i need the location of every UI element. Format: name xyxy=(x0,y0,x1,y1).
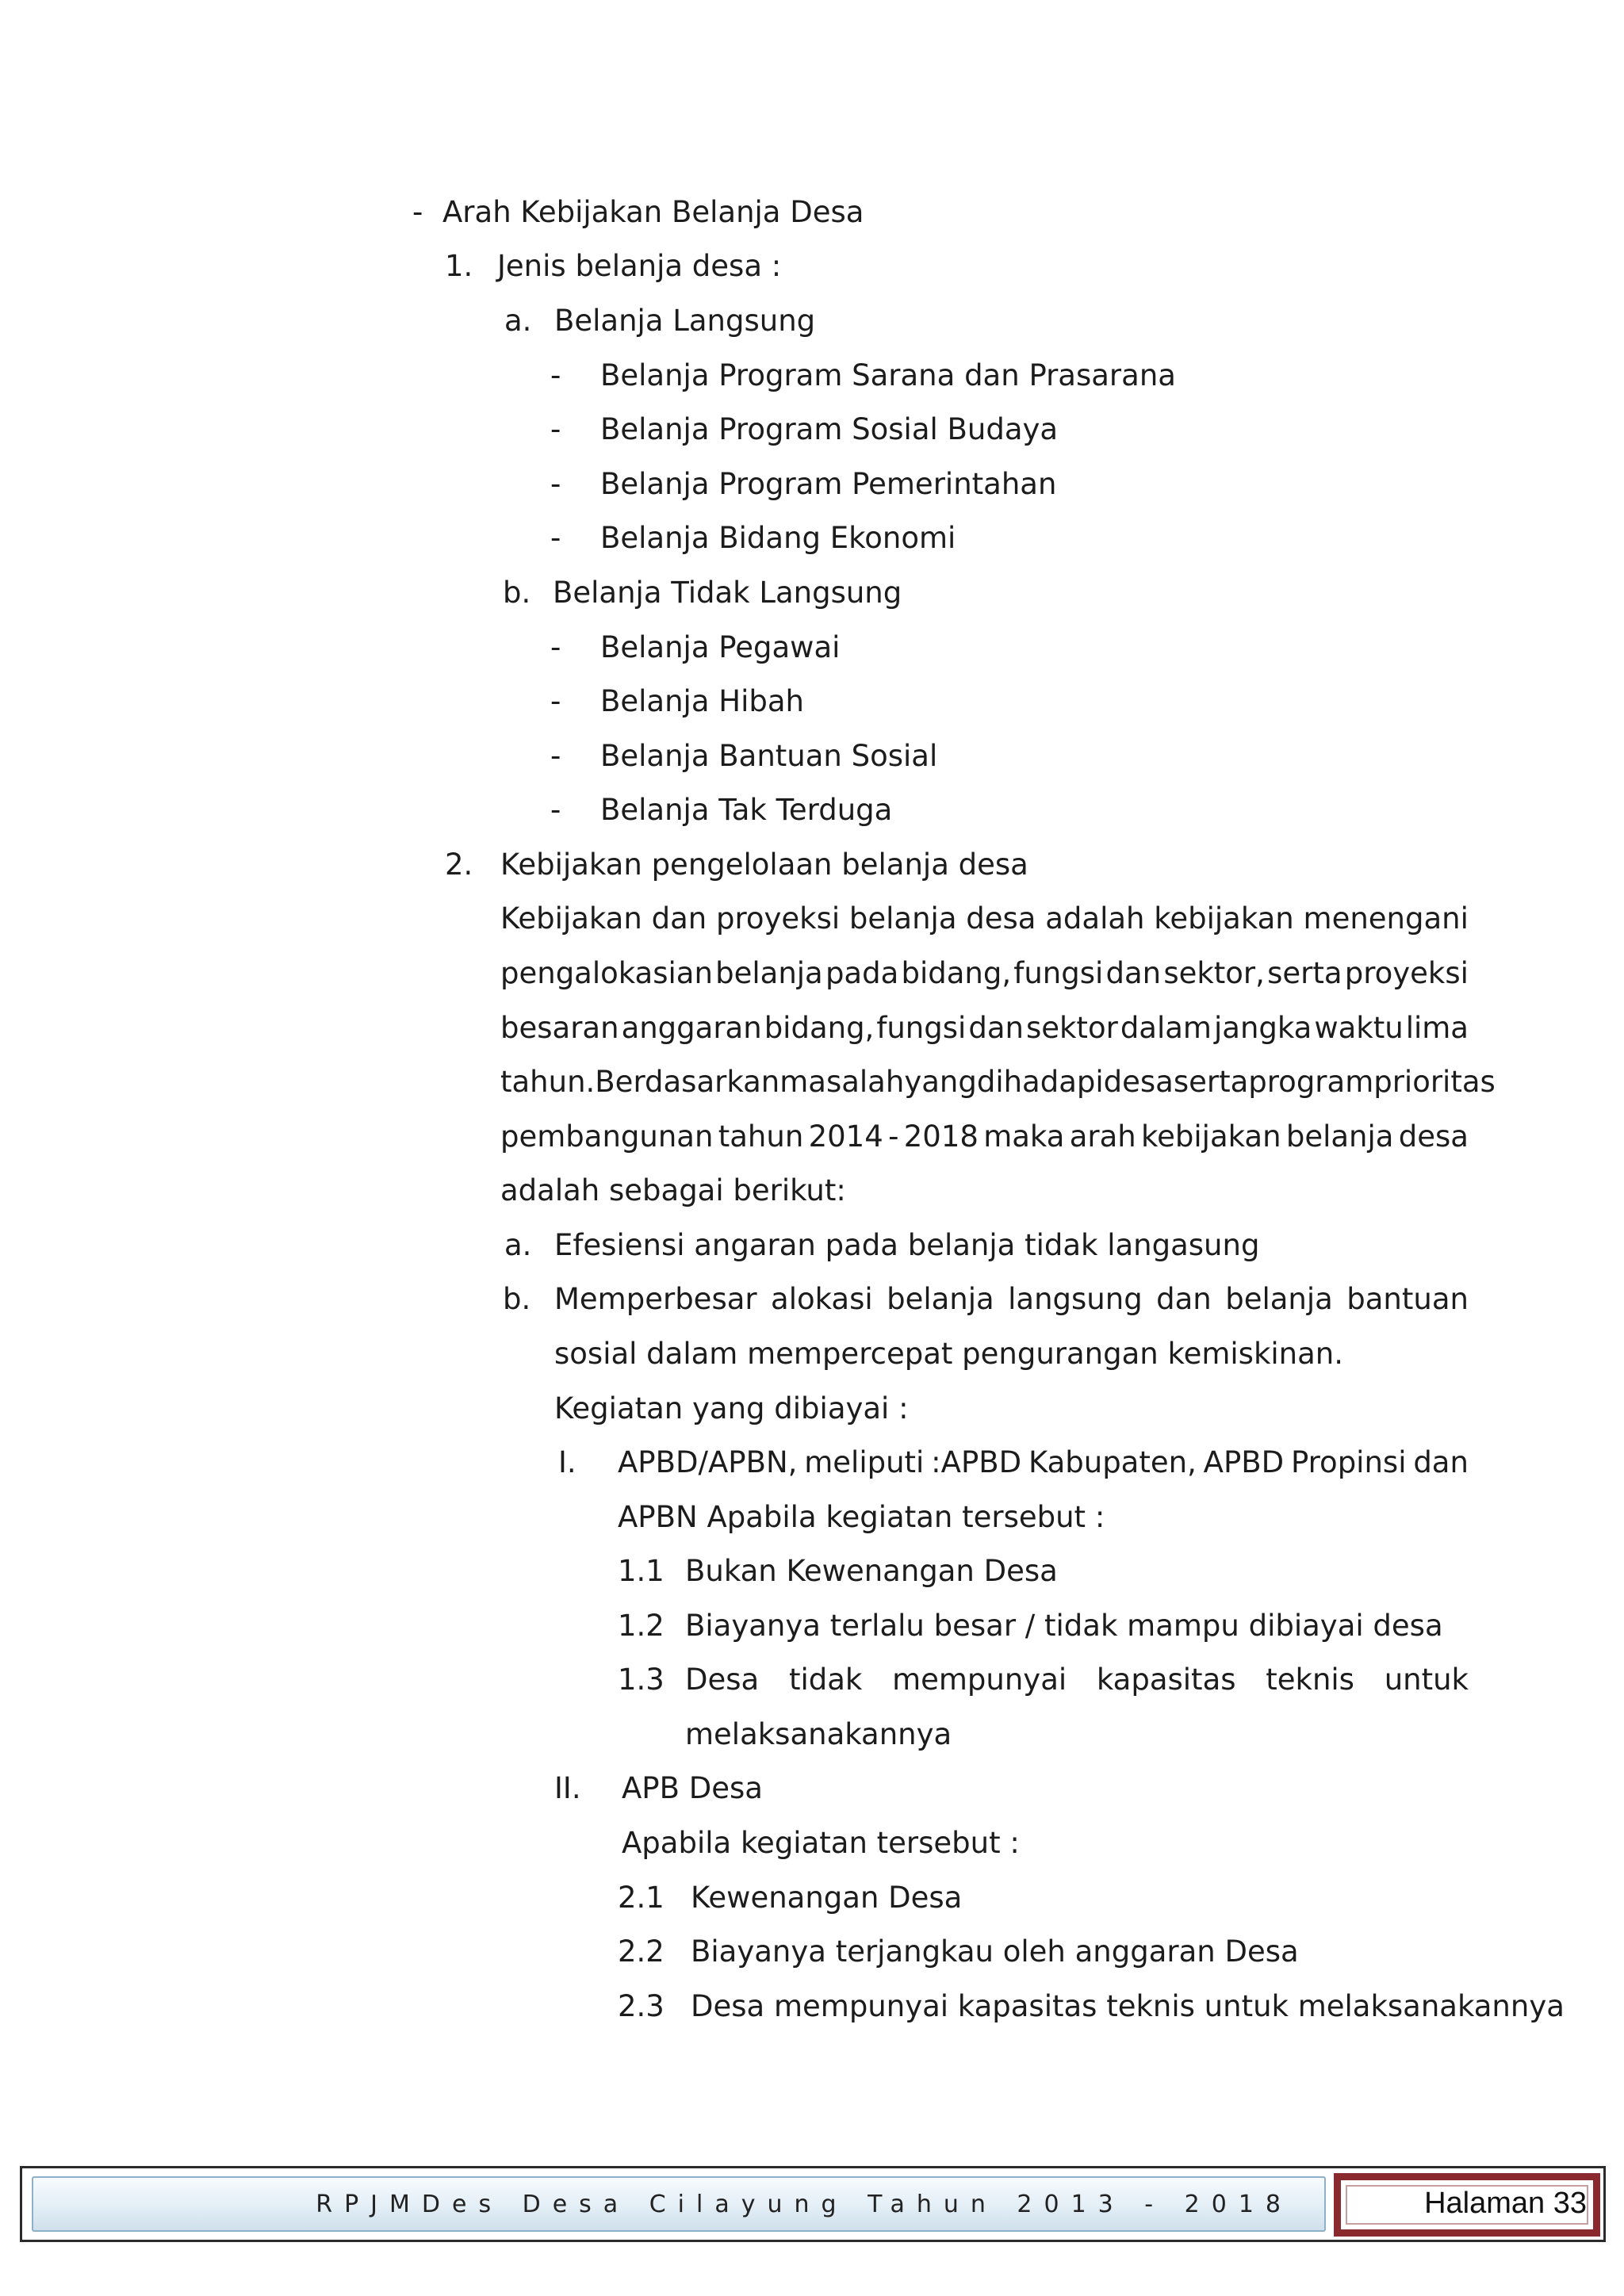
list-dash: - xyxy=(550,793,561,827)
word: Propinsi xyxy=(1291,1445,1407,1479)
list-item: Belanja Program Pemerintahan xyxy=(600,467,1057,501)
word: tahun. xyxy=(500,1065,596,1099)
word: dan xyxy=(1105,956,1162,990)
word: pengalokasian xyxy=(500,956,713,990)
list-dash: - xyxy=(550,412,561,446)
page-number-box xyxy=(1334,2173,1600,2237)
paragraph-line xyxy=(500,1064,1496,1100)
word: tahun xyxy=(718,1119,804,1154)
word: untuk xyxy=(1384,1663,1469,1697)
word: dan xyxy=(1413,1445,1469,1479)
item-number: 1.1 xyxy=(618,1554,665,1588)
section2-a-marker: a. xyxy=(504,1228,532,1262)
heading-marker: - xyxy=(412,195,423,229)
roman2-sub: Apabila kegiatan tersebut : xyxy=(622,1826,1020,1860)
word: belanja xyxy=(887,1282,994,1316)
page-footer xyxy=(20,2166,1606,2242)
word: adalah xyxy=(1045,901,1145,936)
paragraph-line xyxy=(500,1010,1469,1047)
section1-a-marker: a. xyxy=(504,304,532,338)
word: belanja xyxy=(1285,1119,1394,1154)
word: belanja xyxy=(715,956,823,990)
word: langsung xyxy=(1008,1282,1143,1316)
word: dan xyxy=(1156,1282,1212,1316)
word: maka xyxy=(983,1119,1065,1154)
list-item: Belanja Bidang Ekonomi xyxy=(600,521,956,555)
section2-title: Kebijakan pengelolaan belanja desa xyxy=(500,848,1028,882)
item-text: Biayanya terlalu besar / tidak mampu dibiayai desa xyxy=(685,1609,1443,1643)
heading-text: Arah Kebijakan Belanja Desa xyxy=(442,195,864,229)
item-number: 2.1 xyxy=(618,1881,665,1915)
word: :APBD xyxy=(931,1445,1022,1479)
word: kapasitas xyxy=(1096,1663,1236,1697)
list-dash: - xyxy=(550,467,561,501)
word: tidak xyxy=(788,1663,863,1697)
word: program xyxy=(1248,1065,1374,1099)
word: kebijakan xyxy=(1154,901,1294,936)
section2-a-text: Efesiensi angaran pada belanja tidak langasung xyxy=(554,1228,1260,1262)
list-dash: - xyxy=(550,521,561,555)
word: sektor, xyxy=(1163,956,1265,990)
word: Kebijakan xyxy=(500,901,642,936)
paragraph-line xyxy=(500,1119,1469,1155)
item-text-cont: melaksanakannya xyxy=(685,1717,952,1751)
item-number: 1.2 xyxy=(618,1609,665,1643)
paragraph-line: adalah sebagai berikut: xyxy=(500,1173,846,1207)
list-item: Belanja Program Sosial Budaya xyxy=(600,412,1059,446)
word: bantuan xyxy=(1346,1282,1469,1316)
word: fungsi xyxy=(876,1011,967,1045)
word: proyeksi xyxy=(1344,956,1469,990)
section1-b-title: Belanja Tidak Langsung xyxy=(553,576,902,610)
word: Memperbesar xyxy=(554,1282,757,1316)
word: besaran xyxy=(500,1011,619,1045)
word: menengani xyxy=(1303,901,1469,936)
word: dihadapi xyxy=(976,1065,1104,1099)
section2-b-subtitle: Kegiatan yang dibiayai : xyxy=(554,1391,909,1425)
word: teknis xyxy=(1266,1663,1354,1697)
word: pada xyxy=(825,956,899,990)
word: desa xyxy=(1103,1065,1174,1099)
word: pembangunan xyxy=(500,1119,714,1154)
word: arah xyxy=(1069,1119,1136,1154)
item-text xyxy=(685,1662,1469,1698)
word: yang xyxy=(904,1065,977,1099)
word: Berdasarkan xyxy=(595,1065,780,1099)
section2-b-marker: b. xyxy=(503,1282,531,1316)
word: dalam xyxy=(1120,1011,1212,1045)
list-dash: - xyxy=(550,739,561,773)
word: waktu xyxy=(1314,1011,1404,1045)
section2-number: 2. xyxy=(445,848,473,882)
word: meliputi xyxy=(804,1445,925,1479)
list-dash: - xyxy=(550,630,561,664)
item-number: 1.3 xyxy=(618,1663,665,1697)
item-text: Bukan Kewenangan Desa xyxy=(685,1554,1058,1588)
word: APBD xyxy=(1203,1445,1285,1479)
word: bidang, xyxy=(764,1011,875,1045)
word: proyeksi xyxy=(715,901,841,936)
roman1-line: APBN Apabila kegiatan tersebut : xyxy=(618,1500,1105,1534)
list-dash: - xyxy=(550,684,561,718)
list-dash: - xyxy=(550,358,561,392)
roman1-line xyxy=(618,1445,1469,1481)
item-text: Biayanya terjangkau oleh anggaran Desa xyxy=(691,1934,1299,1969)
word: 2014 xyxy=(808,1119,883,1154)
paragraph-line xyxy=(500,901,1469,937)
word: kebijakan xyxy=(1141,1119,1281,1154)
section2-b-line xyxy=(554,1281,1469,1318)
word: bidang, xyxy=(901,956,1012,990)
section2-b-line: sosial dalam mempercepat pengurangan kemiskinan. xyxy=(554,1337,1343,1371)
item-number: 2.2 xyxy=(618,1934,665,1969)
section1-title: Jenis belanja desa : xyxy=(497,249,782,283)
list-item: Belanja Program Sarana dan Prasarana xyxy=(600,358,1176,392)
word: belanja xyxy=(848,901,957,936)
word: serta xyxy=(1267,956,1342,990)
item-text: Desa mempunyai kapasitas teknis untuk melaksanakannya xyxy=(691,1989,1565,2023)
item-number: 2.3 xyxy=(618,1989,665,2023)
word: dan xyxy=(651,901,707,936)
word: mempunyai xyxy=(892,1663,1067,1697)
footer-title: RPJMDes Desa Cilayung Tahun 2013 - 2018 xyxy=(316,2191,1293,2218)
word: sektor xyxy=(1025,1011,1118,1045)
footer-title-bar xyxy=(32,2176,1326,2232)
word: alokasi xyxy=(771,1282,873,1316)
word: masalah xyxy=(779,1065,905,1099)
word: 2018 xyxy=(903,1119,979,1154)
list-item: Belanja Bantuan Sosial xyxy=(600,739,938,773)
list-item: Belanja Tak Terduga xyxy=(600,793,893,827)
word: lima xyxy=(1405,1011,1469,1045)
section1-number: 1. xyxy=(445,249,473,283)
section1-a-title: Belanja Langsung xyxy=(554,304,816,338)
page-number: Halaman 33 xyxy=(1424,2187,1587,2220)
word: Kabupaten, xyxy=(1028,1445,1197,1479)
word: jangka xyxy=(1213,1011,1312,1045)
word: fungsi xyxy=(1013,956,1104,990)
section1-b-marker: b. xyxy=(503,576,531,610)
roman2-title: APB Desa xyxy=(622,1771,763,1805)
word: desa xyxy=(1398,1119,1469,1154)
word: belanja xyxy=(1225,1282,1333,1316)
word: dan xyxy=(968,1011,1024,1045)
word: anggaran xyxy=(621,1011,762,1045)
item-text: Kewenangan Desa xyxy=(691,1881,963,1915)
roman1-marker: I. xyxy=(558,1445,576,1479)
list-item: Belanja Pegawai xyxy=(600,630,841,664)
word: desa xyxy=(966,901,1036,936)
word: serta xyxy=(1173,1065,1249,1099)
word: Desa xyxy=(685,1663,760,1697)
word: prioritas xyxy=(1373,1065,1496,1099)
word: APBD/APBN, xyxy=(618,1445,798,1479)
word: - xyxy=(888,1119,899,1154)
roman2-marker: II. xyxy=(554,1771,581,1805)
paragraph-line xyxy=(500,955,1469,992)
list-item: Belanja Hibah xyxy=(600,684,804,718)
